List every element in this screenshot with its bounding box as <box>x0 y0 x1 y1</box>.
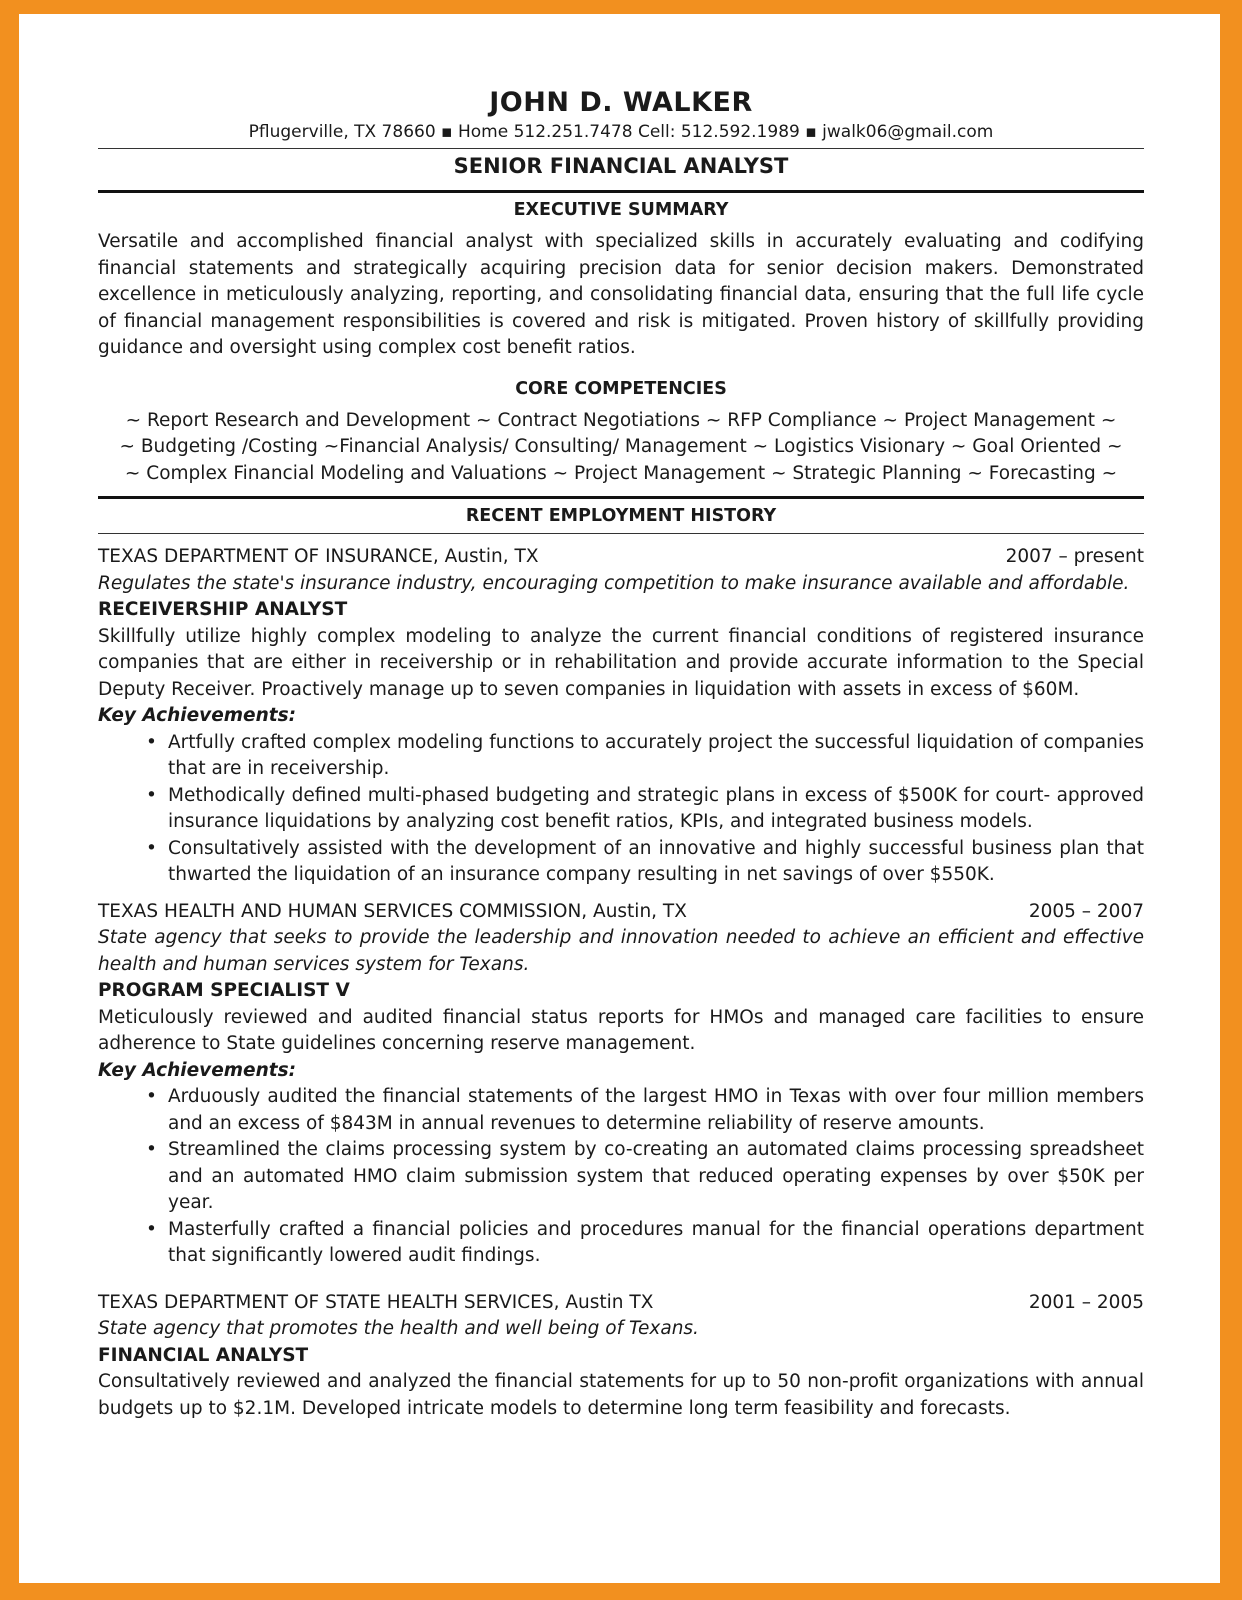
employer: TEXAS HEALTH AND HUMAN SERVICES COMMISSION, Austin, TX <box>98 900 687 922</box>
achievement-item: • Consultatively assisted with the development of an innovative and highly successful business plan that thwarted the liquidation of an insurance company resulting in net savings of over $550K. <box>168 836 1144 889</box>
achievements-list <box>98 730 1144 889</box>
job-duties: Meticulously reviewed and audited financial status reports for HMOs and managed care facilities to ensure adherence to State guidelines concerning reserve management. <box>98 1006 1144 1054</box>
job-dates: 2001 – 2005 <box>1028 1291 1144 1313</box>
key-achievements-label: Key Achievements: <box>98 705 296 726</box>
achievement-item: • Artfully crafted complex modeling functions to accurately project the successful liquidation of companies that are in receivership. <box>168 730 1144 783</box>
divider <box>98 533 1144 534</box>
job-entry <box>98 1290 1144 1423</box>
achievement-item: • Methodically defined multi-phased budgeting and strategic plans in excess of $500K for court- approved insurance liquidations by analyzing cost benefit ratios, KPIs, and integrated business models. <box>168 783 1144 836</box>
job-dates: 2007 – present <box>1005 546 1144 567</box>
summary-heading: EXECUTIVE SUMMARY <box>513 200 729 220</box>
achievement-item: • Streamlined the claims processing system by co-creating an automated claims processing spreadsheet and an automated HMO claim submission system that reduced operating expenses by over $50K per year. <box>168 1137 1144 1217</box>
position-title: RECEIVERSHIP ANALYST <box>98 599 348 620</box>
job-title: SENIOR FINANCIAL ANALYST <box>453 154 789 178</box>
section-divider <box>98 496 1144 499</box>
employer-description: State agency that promotes the health and well being of Texans. <box>98 1318 699 1339</box>
resume-page <box>98 86 1144 1422</box>
employment-heading: RECENT EMPLOYMENT HISTORY <box>465 506 777 526</box>
competencies-list <box>98 408 1144 488</box>
job-entry <box>98 544 1144 889</box>
divider <box>98 148 1144 149</box>
employer-description: Regulates the state's insurance industry, encouraging competition to make insurance available and affordable. <box>98 572 1130 594</box>
section-divider <box>98 190 1144 193</box>
job-duties: Skillfully utilize highly complex modeling to analyze the current financial conditions of registered insurance companies that are either in receivership or in rehabilitation and provide accurate information to the Special Deputy Receiver. Proactively manage up to seven companies in liquidation with assets in excess of $60M. <box>98 625 1144 700</box>
job-entry <box>98 899 1144 1270</box>
summary-text: Versatile and accomplished financial analyst with specialized skills in accurately evaluating and codifying financial statements and strategically acquiring precision data for senior decision makers. Demonstrated excellence in meticulously analyzing, reporting, and consolidating financial data, ensuring that the full life cycle of financial management responsibilities is covered and risk is mitigated. Proven history of skillfully providing guidance and oversight using complex cost benefit ratios. <box>98 231 1144 358</box>
employer: TEXAS DEPARTMENT OF STATE HEALTH SERVICES, Austin TX <box>98 1291 654 1313</box>
candidate-name: JOHN D. WALKER <box>489 87 753 118</box>
achievement-item: • Masterfully crafted a financial policies and procedures manual for the financial operations department that significantly lowered audit findings. <box>168 1217 1144 1270</box>
competencies-heading: CORE COMPETENCIES <box>515 378 727 399</box>
key-achievements-label: Key Achievements: <box>98 1059 296 1081</box>
position-title: PROGRAM SPECIALIST V <box>98 980 350 1001</box>
job-duties: Consultatively reviewed and analyzed the financial statements for up to 50 non-profit organizations with annual budgets up to $2.1M. Developed intricate models to determine long term feasibility and forecasts. <box>98 1371 1144 1419</box>
contact-info: Pflugerville, TX 78660 ▪ Home 512.251.7478 Cell: 512.592.1989 ▪ jwalk06@gmail.com <box>248 122 994 142</box>
achievements-list <box>98 1084 1144 1270</box>
competency-line: ~ Budgeting /Costing ~Financial Analysis/ Consulting/ Management ~ Logistics Visionary ~ Goal Oriented ~ <box>119 436 1123 457</box>
employer-description: State agency that seeks to provide the leadership and innovation needed to achieve an efficient and effective health and human services system for Texans. <box>98 927 1144 975</box>
job-dates: 2005 – 2007 <box>1028 900 1144 922</box>
achievement-item: • Arduously audited the financial statements of the largest HMO in Texas with over four million members and an excess of $843M in annual revenues to determine reliability of reserve amounts. <box>168 1084 1144 1137</box>
position-title: FINANCIAL ANALYST <box>98 1344 309 1366</box>
competency-line: ~ Complex Financial Modeling and Valuations ~ Project Management ~ Strategic Planning ~ Forecasting ~ <box>124 462 1118 484</box>
competency-line: ~ Report Research and Development ~ Contract Negotiations ~ RFP Compliance ~ Project Management ~ <box>125 409 1117 431</box>
employer: TEXAS DEPARTMENT OF INSURANCE, Austin, TX <box>98 546 539 567</box>
